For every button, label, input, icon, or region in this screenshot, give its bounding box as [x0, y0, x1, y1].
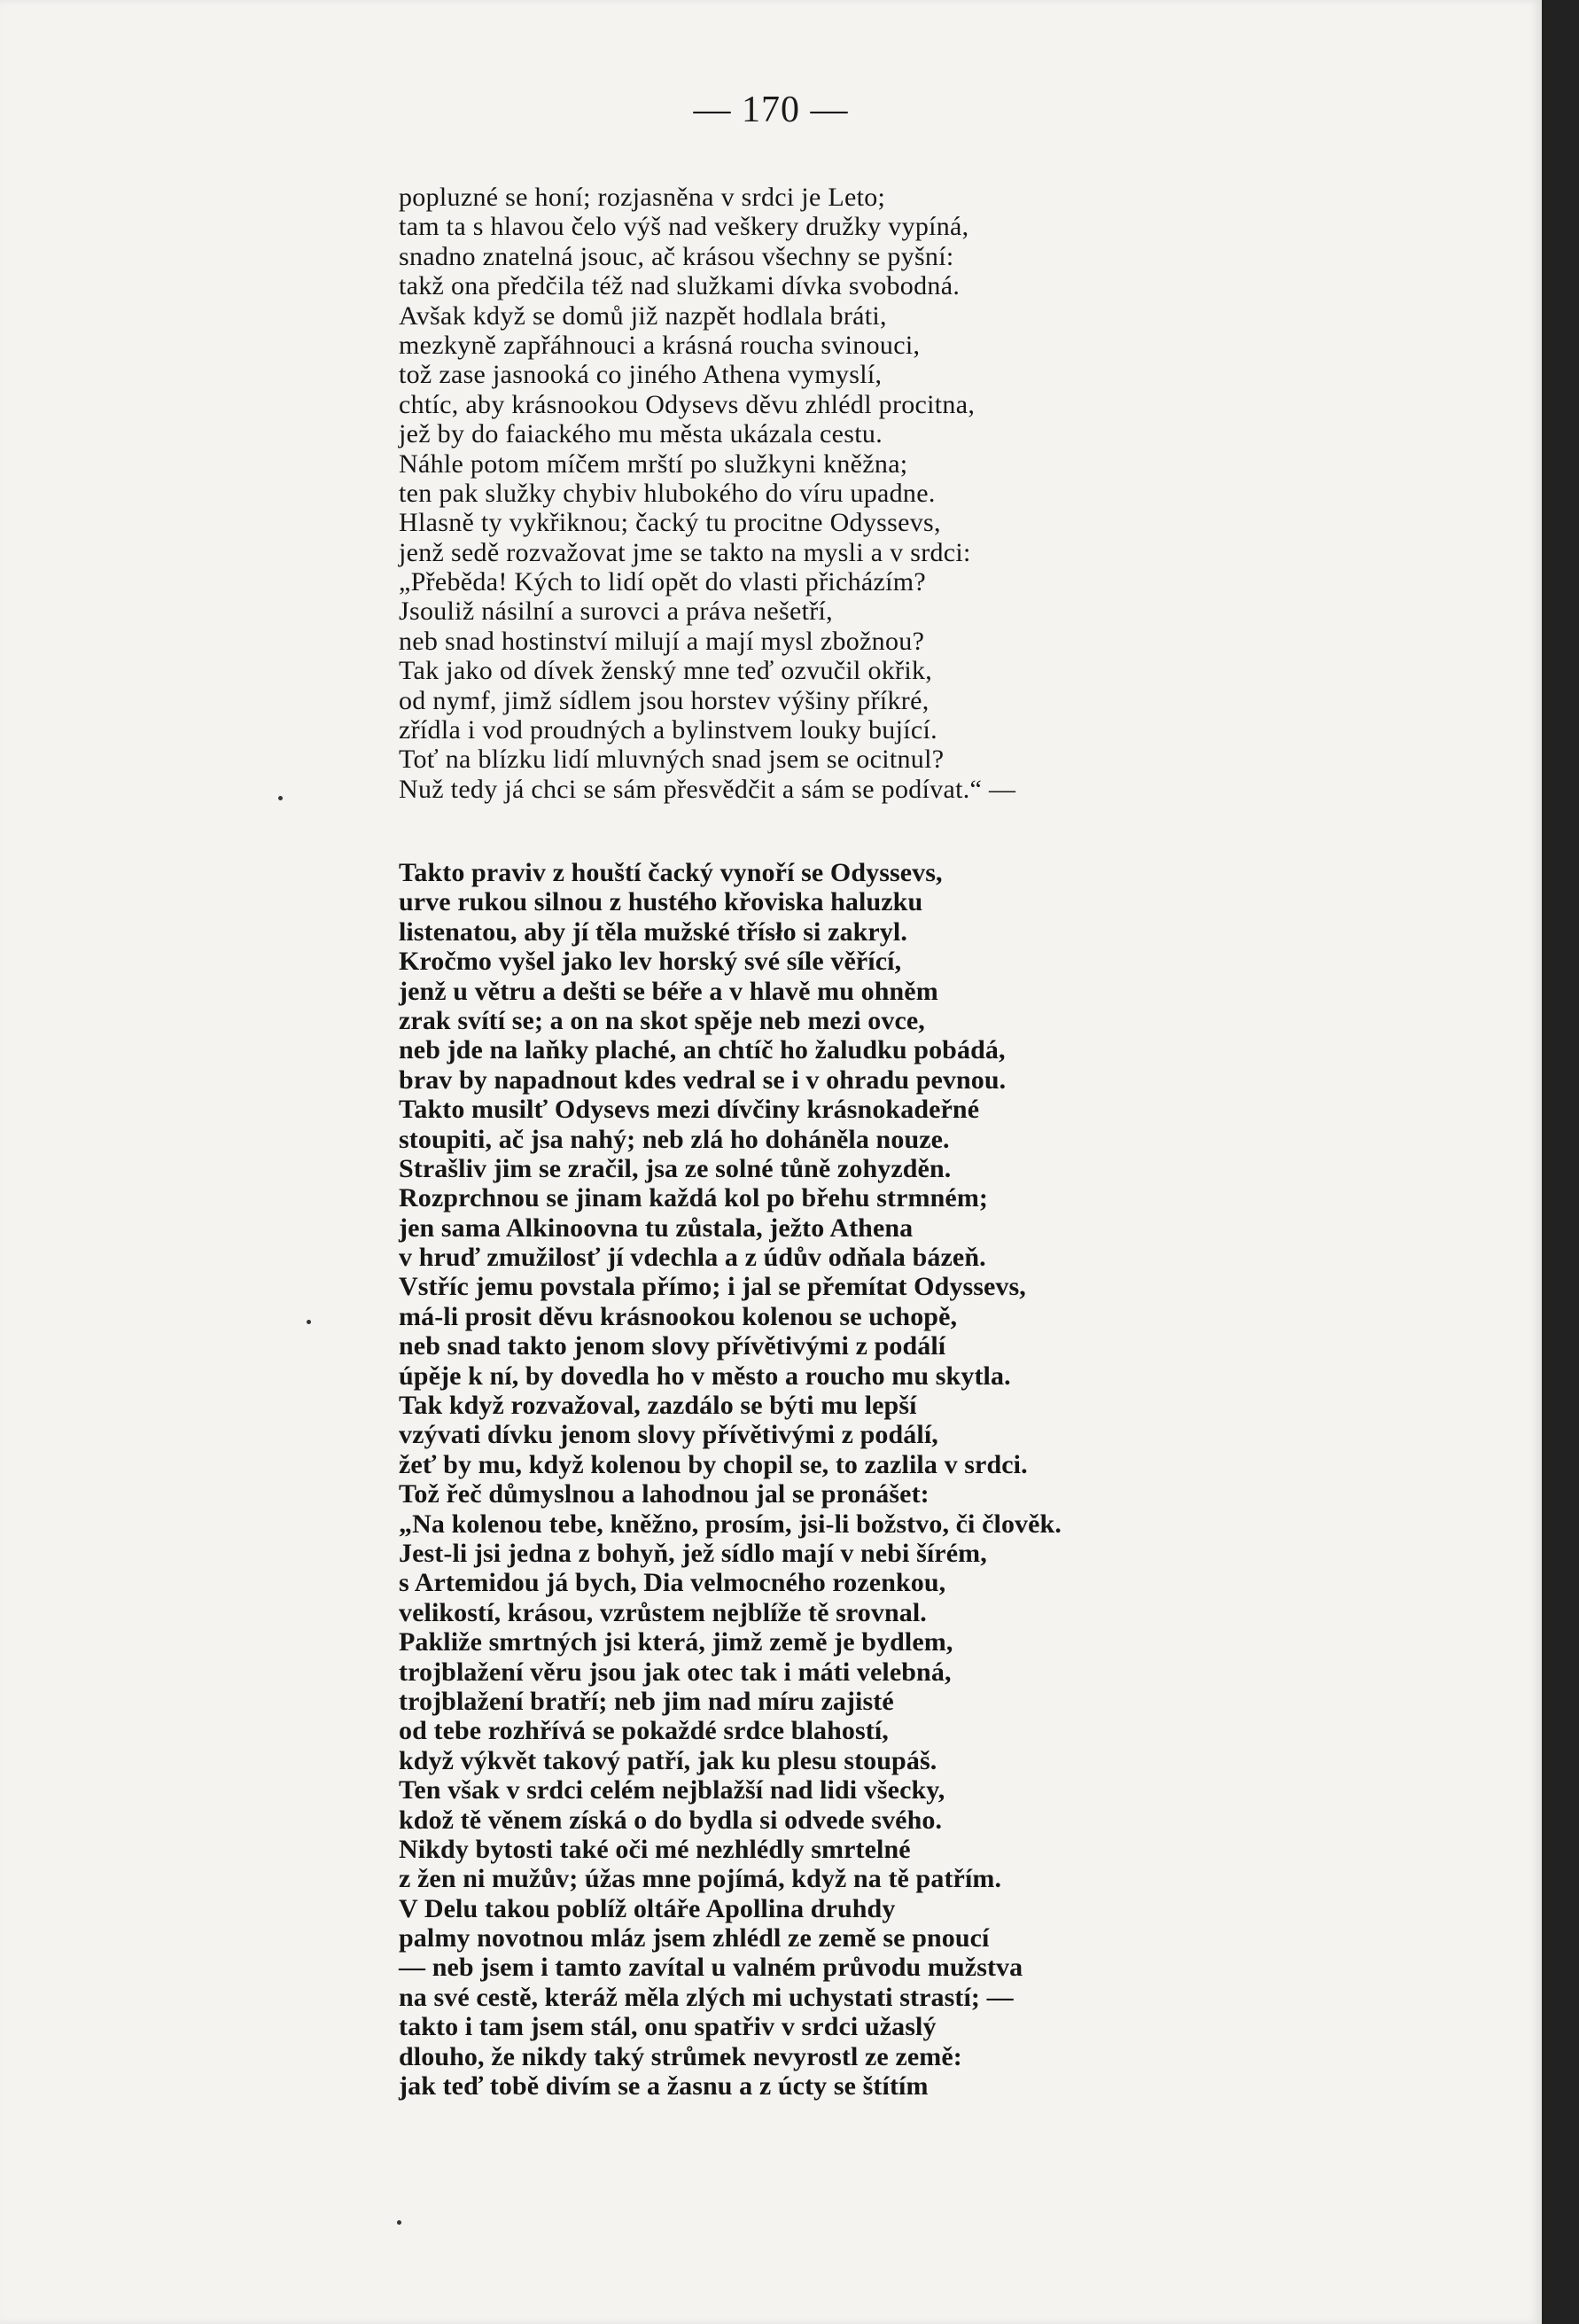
verse-line: Nikdy bytosti také oči mé nezhlédly smrtelné [399, 1834, 911, 1864]
verse-line: V Delu takou poblíž oltáře Apollina druhdy [399, 1893, 896, 1923]
verse-line: listenatou, aby jí těla mužské třísło si zakryl. [399, 916, 907, 947]
verse-line: žeť by mu, když kolenou by chopil se, to zazlila v srdci. [399, 1449, 1028, 1479]
verse-line: jenž u větru a dešti se béře a v hlavě mu ohněm [399, 976, 938, 1006]
verse-line: Toť na blízku lidí mluvných snad jsem se ocitnul? [399, 745, 945, 775]
verse-line: Takto musilť Odysevs mezi dívčiny krásnokadeřné [399, 1095, 980, 1125]
verse-line: — neb jsem i tamto zavítal u valném průvodu mužstva [399, 1953, 1023, 1983]
verse-line: vzývati dívku jenom slovy přívětivými z podálí, [399, 1420, 938, 1450]
verse-line: popluzné se honí; rozjasněna v srdci je Leto; [399, 183, 886, 212]
page-edge-shadow [1542, 0, 1579, 2324]
verse-line: neb jde na laňky plaché, an chtíč ho žaludku pobádá, [399, 1035, 1006, 1065]
verse-line: mezkyně zapřáhnouci a krásná roucha svinouci, [399, 330, 921, 360]
verse-line: s Artemidou já bych, Dia velmocného rozenkou, [399, 1568, 946, 1598]
verse-line: má-li prosit děvu krásnookou kolenou se uchopě, [399, 1301, 958, 1331]
verse-line: Rozprchnou se jinam každá kol po břehu strmném; [399, 1183, 989, 1213]
verse-line: takto i tam jsem stál, onu spatřiv v srdci užaslý [399, 2012, 937, 2042]
verse-line: Tak jako od dívek ženský mne teď ozvučil okřik, [399, 656, 933, 686]
scan-speck [307, 1320, 311, 1324]
verse-line: od nymf, jimž sídlem jsou horstev výšiny příkré, [399, 685, 930, 715]
verse-line: chtíc, aby krásnookou Odysevs děvu zhlédl procitna, [399, 389, 976, 419]
poem-stanza-2 [399, 858, 1062, 2101]
verse-line: palmy novotnou mláz jsem zhlédl ze země se pnoucí [399, 1923, 990, 1954]
verse-line: Hlasně ty vykřiknou; čacký tu procitne Odyssevs, [399, 508, 941, 538]
verse-line: tož zase jasnooká co jiného Athena vymyslí, [399, 360, 883, 390]
scan-speck [397, 2220, 401, 2225]
verse-line: Takto praviv z houští čacký vynoří se Odyssevs, [399, 858, 943, 887]
verse-line: Pakliže smrtných jsi která, jimž země je bydlem, [399, 1627, 953, 1657]
verse-line: trojblažení bratří; neb jim nad míru zajisté [399, 1686, 894, 1716]
verse-line: zřídla i vod proudných a bylinstvem louky bující. [399, 715, 937, 745]
verse-line: snadno znatelná jsouc, ač krásou všechny se pyšní: [399, 241, 954, 271]
verse-line: brav by napadnout kdes vedral se i v ohradu pevnou. [399, 1065, 1007, 1095]
verse-line: Náhle potom míčem mrští po služkyni kněžna; [399, 448, 908, 479]
verse-line: jež by do faiackého mu města ukázala cestu. [399, 419, 883, 449]
verse-line: „Na kolenou tebe, kněžno, prosím, jsi-li božstvo, či člověk. [399, 1509, 1062, 1539]
verse-line: velikostí, krásou, vzrůstem nejblíže tě srovnal. [399, 1597, 927, 1627]
verse-line: jenž sedě rozvažovat jme se takto na mysli a v srdci: [399, 537, 971, 567]
scan-speck [278, 796, 283, 800]
verse-line: Tož řeč důmyslnou a lahodnou jal se pronášet: [399, 1479, 930, 1509]
verse-line: takž ona předčila též nad služkami dívka svobodná. [399, 271, 961, 301]
verse-line: z žen ni mužův; úžas mne pojímá, když na tě patřím. [399, 1864, 1002, 1894]
verse-line: Nuž tedy já chci se sám přesvědčit a sám se podívat.“ — [399, 774, 1016, 804]
verse-line: „Přeběda! Kých to lidí opět do vlasti přicházím? [399, 567, 927, 597]
verse-line: tam ta s hlavou čelo výš nad veškery družky vypíná, [399, 212, 969, 242]
verse-line: kdož tě věnem získá o do bydla si odvede svého. [399, 1805, 943, 1835]
verse-line: neb snad hostinství milují a mají mysl zbožnou? [399, 626, 925, 656]
verse-line: na své cestě, kteráž měla zlých mi uchystati strastí; — [399, 1982, 1014, 2012]
verse-line: Kročmo vyšel jako lev horský své síle věřící, [399, 947, 902, 977]
verse-line: trojblažení věru jsou jak otec tak i máti velebná, [399, 1657, 952, 1687]
verse-line: Vstříc jemu povstala přímo; i jal se přemítat Odyssevs, [399, 1272, 1026, 1302]
verse-line: ten pak služky chybiv hlubokého do víru upadne. [399, 478, 936, 508]
verse-line: Avšak když se domů již nazpět hodlala bráti, [399, 300, 887, 331]
verse-line: Ten však v srdci celém nejblažší nad lidi všecky, [399, 1775, 945, 1805]
verse-line: jen sama Alkinoovna tu zůstala, ježto Athena [399, 1213, 914, 1243]
verse-line: zrak svítí se; a on na skot spěje neb mezi ovce, [399, 1005, 925, 1035]
verse-line: úpěje k ní, by dovedla ho v město a roucho mu skytla. [399, 1361, 1011, 1391]
verse-line: v hruď zmužilosť jí vdechla a z údův odňala bázeň. [399, 1243, 986, 1273]
verse-line: urve rukou silnou z hustého křoviska haluzku [399, 887, 923, 917]
verse-line: Jsouliž násilní a surovci a práva nešetří, [399, 597, 833, 627]
verse-line: jak teď tobě divím se a žasnu a z úcty se štítím [399, 2071, 929, 2102]
verse-line: Strašliv jim se zračil, jsa ze solné tůně zohyzděn. [399, 1153, 952, 1183]
verse-line: stoupiti, ač jsa nahý; neb zlá ho doháněla nouze. [399, 1124, 950, 1154]
verse-line: když výkvět takový patří, jak ku plesu stoupáš. [399, 1745, 937, 1775]
verse-line: neb snad takto jenom slovy přívětivými z podálí [399, 1331, 946, 1361]
verse-line: Tak když rozvažoval, zazdálo se býti mu lepší [399, 1391, 917, 1421]
page-number: — 170 — [693, 90, 849, 130]
verse-line: Jest-li jsi jedna z bohyň, jež sídlo mají v nebi šírém, [399, 1538, 987, 1568]
verse-line: od tebe rozhřívá se pokaždé srdce blahostí, [399, 1716, 889, 1746]
verse-line: dlouho, že nikdy taký strůmek nevyrostl ze země: [399, 2041, 962, 2071]
poem-stanza-1 [399, 183, 1015, 804]
